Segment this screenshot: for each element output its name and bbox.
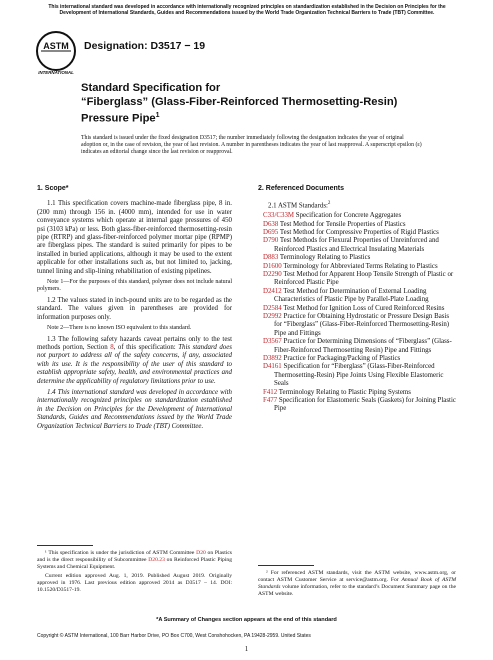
reference-code-link[interactable]: D2584 [263, 304, 282, 312]
reference-title: Specification for Elastomeric Seals (Gaskets) for Joining Plastic Pipe [274, 397, 456, 413]
reference-code-link[interactable]: D2412 [263, 287, 282, 295]
reference-code-link[interactable]: D883 [263, 254, 279, 262]
reference-item [258, 237, 456, 254]
annual-book-title: Annual Book of ASTM Standards [258, 577, 456, 590]
summary-of-changes-note: *A Summary of Changes section appears at the end of this standard [156, 617, 337, 623]
scope-heading: 1. Scope* [37, 185, 69, 192]
subcommittee-d20-23-link[interactable]: D20.23 [148, 557, 165, 563]
right-column [258, 185, 456, 414]
reference-item [258, 313, 456, 338]
footnote-2-para [258, 570, 456, 598]
reference-code-link[interactable]: D2290 [263, 270, 282, 278]
reference-item [258, 338, 456, 355]
reference-title: Test Method for Tensile Properties of Plastics [279, 220, 406, 228]
reference-title: Practice for Packaging/Packing of Plastics [283, 355, 401, 363]
reference-title: Terminology Relating to Plastic Piping Systems [278, 388, 411, 396]
logo-subtext: INTERNATIONAL [38, 70, 74, 75]
reference-title: Terminology for Abbreviated Terms Relating to Plastics [283, 262, 438, 270]
reference-code-link[interactable]: D790 [263, 237, 279, 245]
committee-d20-link[interactable]: D20 [196, 550, 206, 556]
reference-item [258, 288, 456, 305]
astm-standards-label: 2.1 ASTM Standards: [268, 202, 328, 210]
reference-code-link[interactable]: D638 [263, 220, 279, 228]
reference-title: Test Method for Determination of External Loading Characteristics of Plastic Pipe by Parallel-Plate Loading [274, 287, 429, 304]
reference-item [258, 355, 456, 363]
footnote-1-text-c: on Plastics and is the direct responsibility of Subcommittee [37, 550, 232, 563]
reference-code-link[interactable]: D3892 [263, 355, 282, 363]
title-line-2: “Fiberglass” (Glass-Fiber-Reinforced Thermosetting-Resin) [81, 95, 398, 108]
reference-title: Test Method for Compressive Properties of Rigid Plastics [279, 228, 439, 236]
reference-code-link[interactable]: F477 [263, 397, 278, 405]
reference-list [258, 212, 456, 414]
footnote-1-para-2: Current edition approved Aug. 1, 2019. Published August 2019. Originally approved in 1976. Last previous edition approved 2014 as D3517 – 14. DOI: 10.1520/D3517-19. [37, 573, 232, 593]
left-column [37, 185, 232, 434]
reference-item [258, 389, 456, 397]
title-footnote-mark: 1 [155, 112, 160, 119]
reference-item [258, 397, 456, 414]
note-2: Note 2—There is no known ISO equivalent to this standard. [47, 325, 192, 332]
footnote-2-text-a: ² For referenced ASTM standards, visit the ASTM website, www.astm.org, or contact ASTM Customer Service at service@astm.org. For [258, 570, 456, 583]
logo-text: ASTM [43, 41, 69, 51]
astm-standards-footnote-mark: 2 [327, 201, 331, 207]
issued-note: This standard is issued under the fixed designation D3517; the number immediately following the designation indicates the year of original adoption or, in the case of revision, the year of last revision. A number in parentheses indicates the year of last reapproval. A superscript epsilon (ε) indicates an editorial change since the last revision or reapproval. [81, 135, 422, 156]
reference-code-link[interactable]: D695 [263, 228, 279, 236]
reference-code-link[interactable]: D3567 [263, 338, 282, 346]
footnote-1-para-1 [37, 550, 232, 571]
reference-title: Test Method for Apparent Hoop Tensile Strength of Plastic or Reinforced Plastic Pipe [274, 270, 454, 287]
reference-item [258, 229, 456, 237]
reference-code-link[interactable]: D4161 [263, 363, 282, 371]
scope-1-2: 1.2 The values stated in inch-pound units are to be regarded as the standard. The values given in parentheses are provided for information purposes only. [37, 296, 232, 321]
title-line-3: Pressure Pipe [81, 112, 156, 125]
note-1: Note 1—For the purposes of this standard, polymer does not include natural polymers. [37, 279, 232, 293]
designation: Designation: D3517 − 19 [84, 40, 206, 52]
footnote-1-text-e: on Reinforced Plastic Piping Systems and Chemical Equipment. [37, 557, 232, 570]
reference-item [258, 363, 456, 388]
section-8-link[interactable]: 8 [110, 343, 114, 351]
footnote-1 [37, 550, 232, 596]
safety-caveat: This standard does not purport to address all of the safety concerns, if any, associated with its use. It is the responsibility of the user of this standard to establish appropriate safety, health, and environmental practices and determine the applicability of regulatory limitations prior to use. [37, 343, 232, 385]
scope-1-4: 1.4 This international standard was developed in accordance with internationally recognized principles on standardization established in the Decision on Principles for the Development of International Standards, Guides and Recommendations issued by the World Trade Organization Technical Barriers to Trade (TBT) Committee. [37, 388, 232, 430]
scope-1-3-text-a: 1.3 The following safety hazards caveat pertains only to the test methods portion, Section [37, 335, 232, 351]
footnote-divider-right [258, 565, 314, 566]
reference-title: Practice for Determining Dimensions of “Fiberglass” (Glass-Fiber-Reinforced Thermosetting Resin) Pipe and Fittings [274, 338, 452, 354]
reference-code-link[interactable]: F412 [263, 388, 278, 396]
reference-item [258, 254, 456, 262]
reference-code-link[interactable]: D1600 [263, 262, 282, 270]
astm-logo [35, 30, 77, 76]
wto-notice: This international standard was developed in accordance with internationally recognized principles on standardization established in the Decision on Principles for the Development of International Standards, Guides and Recommendations issued by the World Trade Organization Technical Barriers to Trade (TBT) Committee. [48, 4, 446, 17]
reference-title: Test Methods for Flexural Properties of Unreinforced and Reinforced Plastics and Electrical Insulating Materials [274, 237, 439, 253]
referenced-documents-heading: 2. Referenced Documents [258, 185, 344, 192]
reference-title: Specification for “Fiberglass” (Glass-Fiber-Reinforced Thermosetting-Resin) Pipe Joints Using Flexible Elastomeric Seals [274, 363, 444, 388]
reference-item [258, 263, 456, 271]
reference-item [258, 271, 456, 288]
scope-1-3-text-b: , of this specification: [113, 343, 179, 351]
reference-title: Practice for Obtaining Hydrostatic or Pressure Design Basis for “Fiberglass” (Glass-Fiber-Reinforced Thermosetting-Resin) Pipe and Fittings [274, 312, 450, 337]
footnote-divider-left [37, 545, 93, 546]
reference-item [258, 212, 456, 220]
footnote-2 [258, 570, 456, 600]
reference-code-link[interactable]: D2992 [263, 312, 282, 320]
astm-standards-subheading [258, 200, 456, 211]
copyright: Copyright © ASTM International, 100 Barr Harbor Drive, PO Box C700, West Conshohocken, PA 19428-2959. United States [37, 633, 311, 639]
scope-1-1: 1.1 This specification covers machine-made fiberglass pipe, 8 in. (200 mm) through 156 in. (4000 mm), intended for use in water conveyance systems which operate at internal gage pressures of 450 psi (3103 kPa) or less. Both glass-fiber-reinforced thermosetting-resin pipe (RTRP) and glass-fiber-reinforced polymer mortar pipe (RPMP) are fiberglass pipes. The standard is suited primarily for pipes to be installed in buried applications, although it may be used to the extent applicable for other installations such as, but not limited to, jacking, tunnel lining and slip-lining rehabilitation of existing pipelines. [37, 200, 232, 275]
reference-title: Terminology Relating to Plastics [279, 254, 371, 262]
title-line-1: Standard Specification for [81, 82, 221, 94]
document-title [81, 82, 421, 126]
reference-title: Test Method for Ignition Loss of Cured Reinforced Resins [283, 304, 445, 312]
footnote-1-text-a: ¹ This specification is under the jurisdiction of ASTM Committee [45, 550, 197, 556]
page-number: 1 [244, 645, 249, 653]
reference-item [258, 305, 456, 313]
reference-code-link[interactable]: C33/C33M [263, 212, 295, 220]
reference-item [258, 221, 456, 229]
footnote-2-text-c: volume information, refer to the standard’s Document Summary page on the ASTM website. [258, 584, 456, 597]
scope-1-3 [37, 336, 232, 386]
reference-title: Specification for Concrete Aggregates [295, 212, 402, 220]
